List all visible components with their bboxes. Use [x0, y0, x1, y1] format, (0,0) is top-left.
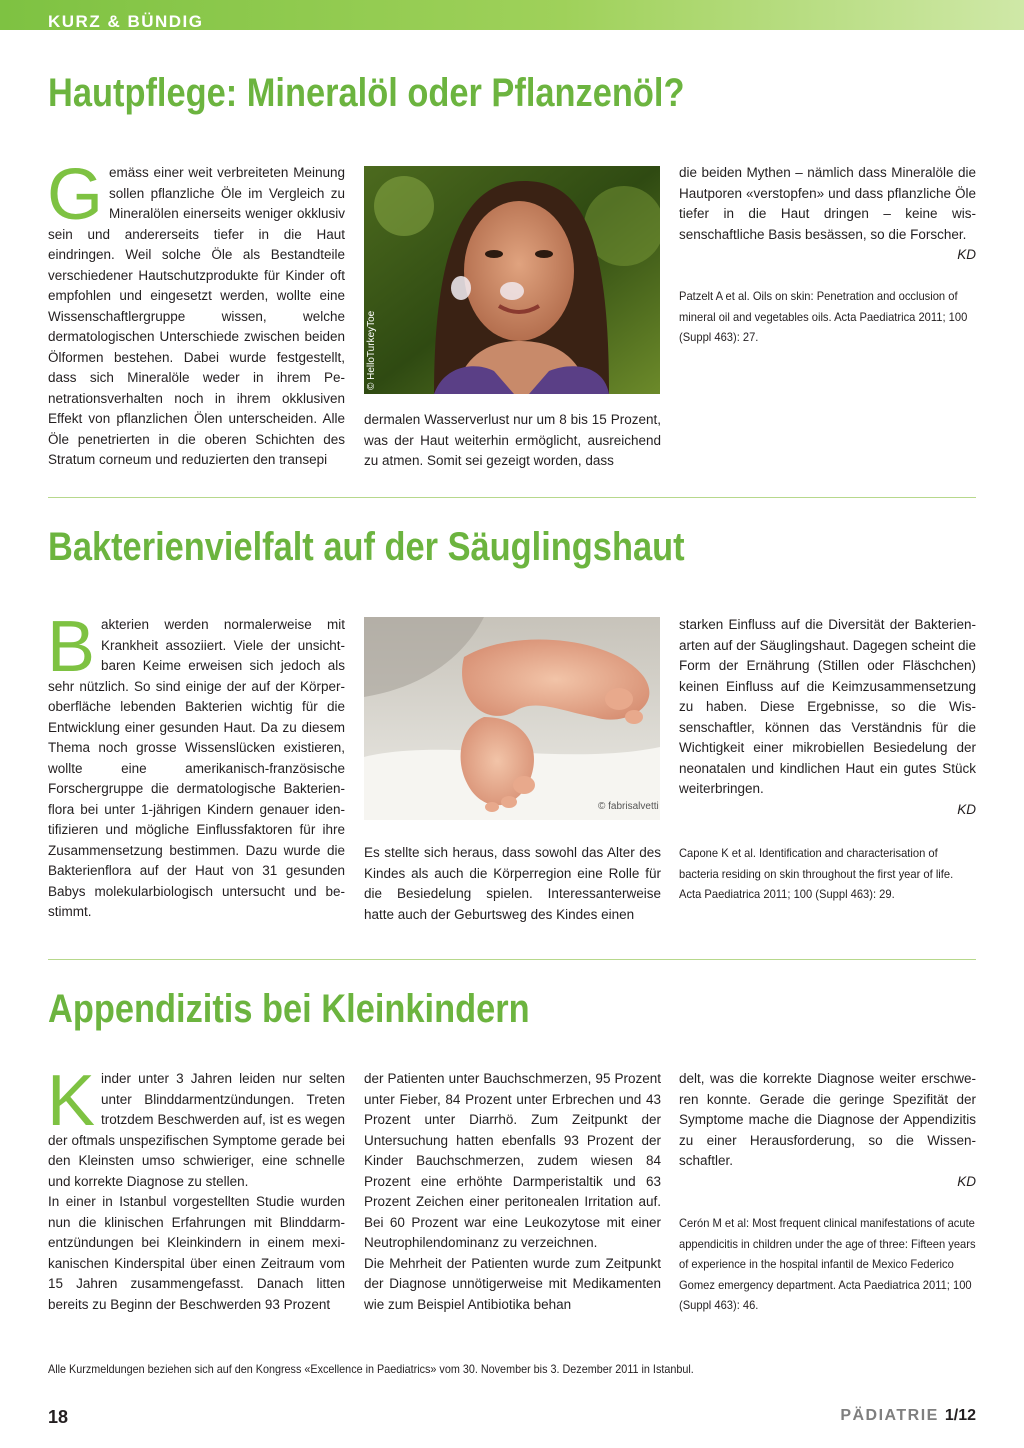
article-title-bakterienvielfalt: Bakterienvielfalt auf der Säuglingshaut	[48, 525, 685, 569]
article3-column-1	[47, 1061, 345, 1315]
photo-credit: © HelloTurkeyToe	[366, 310, 377, 390]
article1-reference: Patzelt A et al. Oils on skin: Penetration and occlusion of mineral oil and vegetables oils. Acta Paediatrica 2011; 100 (Suppl 463): 27.	[679, 289, 968, 344]
article2-body-text-2: Es stellte sich heraus, dass sowohl das Alter des Kindes als auch die Körperregion eine Rolle für die Besiedelung spielen. Interessanterweise hatte auch der Geburtsweg des Kindes einen	[364, 845, 661, 922]
article3-column-2	[364, 1069, 661, 1315]
article1-body-text-2: dermalen Wasserverlust nur um 8 bis 15 Prozent, was der Haut weiterhin ermöglicht, ausreichend zu atmen. Somit sei gezeigt worden, dass	[364, 412, 661, 468]
footnote: Alle Kurzmeldungen beziehen sich auf den Kongress «Excellence in Paediatrics» vom 30. November bis 3. Dezember 2011 in Istanbul.	[48, 1362, 694, 1376]
article-title-appendizitis: Appendizitis bei Kleinkindern	[48, 987, 530, 1031]
author-signature: KD	[957, 801, 976, 817]
section-header-bar	[0, 0, 1024, 30]
author-signature: KD	[957, 247, 976, 262]
dropcap: G	[47, 155, 104, 235]
article3-body-text-1a: inder unter 3 Jahren leiden nur selten unter Blinddarmentzündungen. Treten trotzdem Beschwerden auf, ist es wegen der oftmals unspezifischen Symptome gerade bei den Kleinsten umso schwieriger, eine schnelle und korrekte Diagnose zu stellen.	[48, 1071, 345, 1189]
article1-body-text: emäss einer weit verbreiteten Meinung sollen pflanzliche Öle im Vergleich zu Mineralölen einerseits weniger okklusiv sein und andererseits tiefer in die Haut eindringen. Weil solche Öle als Bestandteile verschiedener Hautschutzprodukte für Kinder oft empfohlen und eingesetzt werden, wollte eine Wissenschaftlergruppe wissen, welche dermatologischen Unterschiede zwischen beiden Ölformen bestehen. Dabei wurde festgestellt, dass sich Mineralöle weder in ihrem Penetrationsverhalten noch in ihrem okklusiven Effekt von pflanzlichen Ölen unterscheiden. Alle Öle penetrierten in die oberen Schichten des Stratum corneum und reduzierten den transepi	[48, 165, 345, 467]
article3-column-3	[679, 1069, 976, 1192]
article2-column-1	[47, 607, 345, 923]
article1-column-1	[47, 155, 345, 471]
section-kicker: KURZ & BÜNDIG	[48, 12, 204, 31]
article2-column-2	[364, 843, 661, 925]
article1-column-2	[364, 410, 661, 472]
dropcap: B	[47, 607, 96, 687]
issue-number: 1/12	[944, 1407, 976, 1424]
article3-body-text-2b: Die Mehrheit der Patienten wurde zum Zeitpunkt der Diagnose unnötigerweise mit Medikamenten wie zum Beispiel Antibiotika behan	[364, 1255, 661, 1312]
photo-woman-with-cream	[364, 166, 660, 394]
article1-column-3	[679, 163, 976, 266]
article2-body-text: akterien werden normalerweise mit Krankheit assoziiert. Viele der unsichtbaren Keime erweisen sich jedoch als sehr nützlich. So sind einige der auf der Körperoberfläche lebenden Bakterien wichtig für die Entwicklung einer gesunden Haut. Da zu diesem Thema noch grosse Wissenslücken existieren, wollte eine amerikanisch-französische Forschergruppe die dermatologische Bakterienflora bei unter 1-jährigen Kindern genauer identifizieren und mögliche Einflussfaktoren für ihre Zusammensetzung bestimmen. Dazu wurde die Bakterienflora auf der Haut von 31 gesunden Babys molekularbiologisch untersucht und bestimmt.	[48, 617, 345, 919]
article1-body-text-3: die beiden Mythen – nämlich dass Mineralöle die Hautporen «verstopfen» und dass pflanzliche Öle tiefer in die Haut dringen – keine wissenschaftliche Basis besässen, so die Forscher.	[679, 165, 976, 242]
photo-baby-feet	[364, 617, 660, 820]
article-title-hautpflege: Hautpflege: Mineralöl oder Pflanzenöl?	[48, 71, 685, 115]
article2-body-text-3: starken Einfluss auf die Diversität der Bakterienarten auf der Säuglingshaut. Dagegen scheint die Form der Ernährung (Stillen oder Fläschchen) keinen Einfluss auf die Keimzusammensetzung zu haben. Diese Ergebnisse, so die Wissenschaftler, können das Verständnis für die Wichtigkeit einer mikrobiellen Besiedelung der neonatalen und kindlichen Haut ein gutes Stück weiterbringen.	[679, 617, 976, 796]
article3-body-text-3: delt, was die korrekte Diagnose weiter erschweren konnte. Gerade die geringe Spezifität der Symptome mache die Diagnose der Appendizitis zu einer Herausforderung, so die Wissenschaftler.	[679, 1071, 976, 1168]
journal-issue	[840, 1407, 976, 1425]
journal-name: PÄDIATRIE	[840, 1407, 939, 1424]
divider	[48, 497, 976, 498]
article3-reference: Cerón M et al: Most frequent clinical manifestations of acute appendicitis in children under the age of three: Fifteen years of experience in the hospital infantil de Mexico Federico Gomez emergency department. Acta Paediatrica 2011; 100 (Suppl 463): 46.	[679, 1216, 976, 1312]
dropcap: K	[47, 1061, 96, 1141]
divider	[48, 959, 976, 960]
article2-column-3	[679, 615, 976, 820]
photo-credit: © fabrisalvetti	[598, 801, 659, 812]
author-signature: KD	[957, 1173, 976, 1189]
article3-body-text-1b: In einer in Istanbul vorgestellten Studie wurden nun die klinischen Erfahrungen mit Blinddarmentzündungen bei Kleinkindern in einem mexikanischen Kinderspital über einen Zeitraum vom 15 Jahren zusammengefasst. Danach litten bereits zu Beginn der Beschwerden 93 Prozent	[48, 1194, 345, 1312]
article3-body-text-2a: der Patienten unter Bauchschmerzen, 95 Prozent unter Fieber, 84 Prozent unter Erbrechen und 43 Prozent unter Diarrhö. Zum Zeitpunkt der Untersuchung hatten ebenfalls 93 Prozent der Kinder Bauchschmerzen, zudem wiesen 84 Prozent eine erhöhte Darmperistaltik und 63 Prozent Zeichen einer peritonealen Irritation auf. Bei 60 Prozent war eine Leukozytose mit einer Neutrophilendominanz zu verzeichnen.	[364, 1071, 661, 1250]
article2-reference: Capone K et al. Identification and characterisation of bacteria residing on skin throughout the first year of life. Acta Paediatrica 2011; 100 (Suppl 463): 29.	[679, 846, 954, 901]
page-number: 18	[48, 1407, 69, 1427]
